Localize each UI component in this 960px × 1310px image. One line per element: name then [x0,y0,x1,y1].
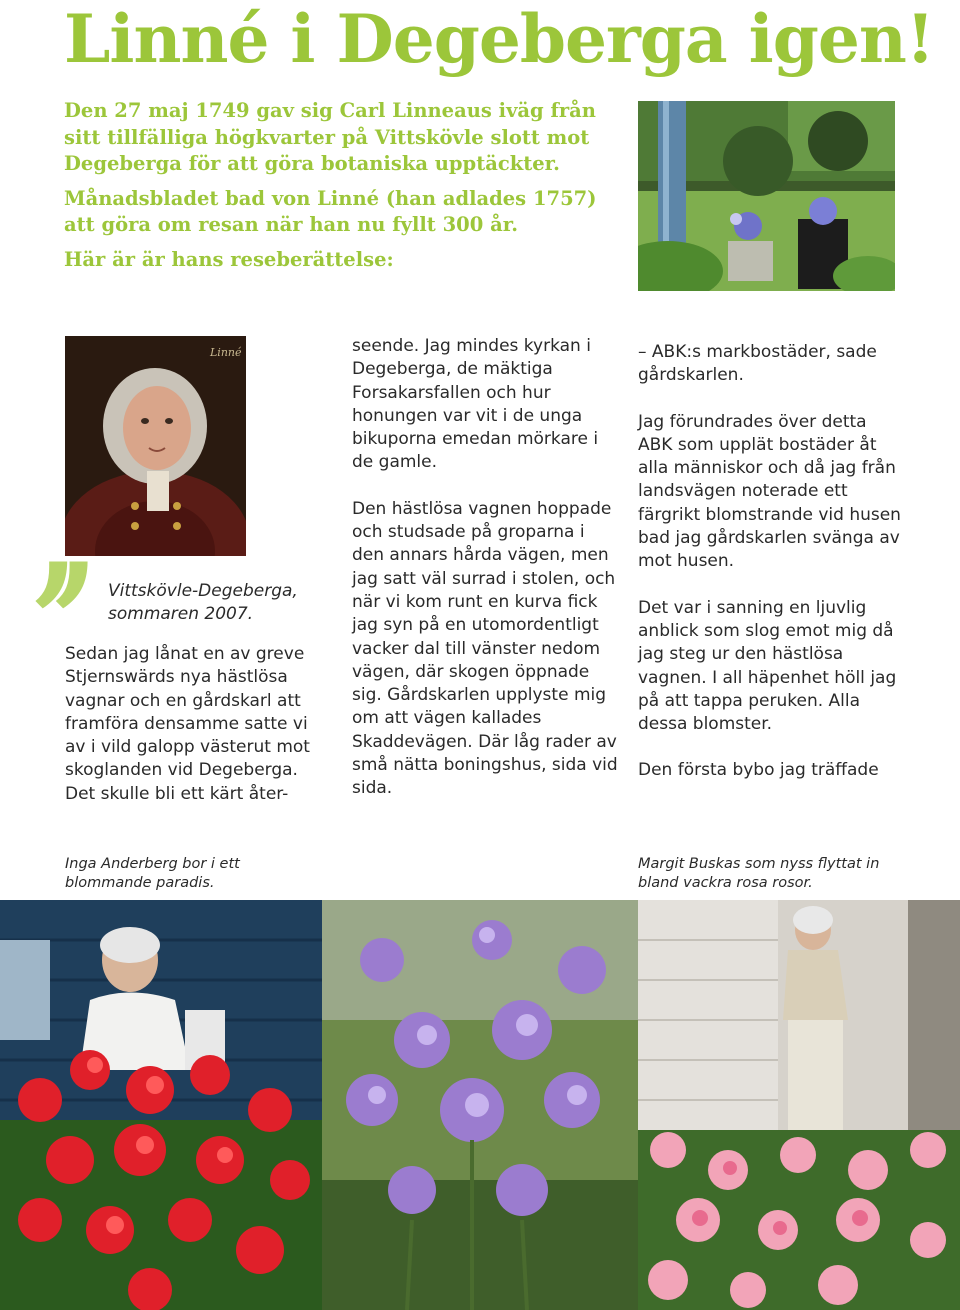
body-paragraph: – ABK:s markbostäder, sade gårdskarlen. [638,342,877,386]
portrait-signature: Linné [210,346,242,359]
caption-right: Margit Buskas som nyss flyttat in bland vackra rosa rosor. [638,856,880,891]
photo-purple-flowers [322,900,638,1310]
page-title: Linné i Degeberga igen! [64,0,934,78]
garden-photo [638,101,895,291]
quote-mark: ’’ [22,524,63,745]
intro-paragraph: Månadsbladet bad von Linné (han adlades 1757) att göra om resan när han nu fyllt 300 år. [64,186,597,236]
place-date: Vittskövle-Degeberga, sommaren 2007. [108,581,298,624]
body-paragraph: Det var i sanning en ljuvlig anblick som slog emot mig då jag steg ur den hästlösa vagnen. I all häpenhet höll jag på att tappa peruken. Alla dessa blomster. [638,597,897,735]
body-paragraph: Jag förundrades över detta ABK som upplät bostäder åt alla människor och då jag från landsvägen noterade ett färgrikt blomstrande vid husen bad jag gårdskarlen svänga av mot husen. [638,411,901,572]
photo-inga-anderberg [0,900,322,1310]
photo-margit-buskas [638,900,960,1310]
intro-paragraph: Den 27 maj 1749 gav sig Carl Linneaus iväg från sitt tillfälliga högkvarter på Vittskövle slott mot Degeberga för att göra botaniska upptäckter. [64,99,596,175]
body-paragraph: Sedan jag lånat en av greve Stjernswärds nya hästlösa vagnar och en gårdskarl att framföra densamme satte vi av i vild galopp västerut mot skoglanden vid Degeberga. Det skulle bli ett kärt åter- [65,644,310,804]
body-paragraph: seende. Jag mindes kyrkan i Degeberga, de mäktiga Forsakarsfallen och hur honungen var vit i de unga bikuporna emedan mörkare i de gamle. [352,336,599,473]
text-column-2 [352,335,620,824]
text-column-3 [638,341,903,806]
linne-portrait [65,336,246,556]
body-paragraph: Den hästlösa vagnen hoppade och studsade på groparna i den annars hårda vägen, men jag satt väl surrad i stolen, och när vi kom runt en kurva fick jag syn på en utomordentligt vacker dal till vänster nedom vägen, där skogen öppnade sig. Gårdskarlen upplyste mig om att vägen kallades Skaddevägen. Där låg rader av små nätta boningshus, sida vid sida. [352,498,618,799]
body-paragraph: Den första bybo jag träffade [638,760,879,781]
text-column-1 [65,643,325,829]
caption-left: Inga Anderberg bor i ett blommande paradis. [65,856,240,891]
intro-paragraph: Här är är hans reseberättelse: [64,247,394,271]
intro-text [64,98,624,281]
